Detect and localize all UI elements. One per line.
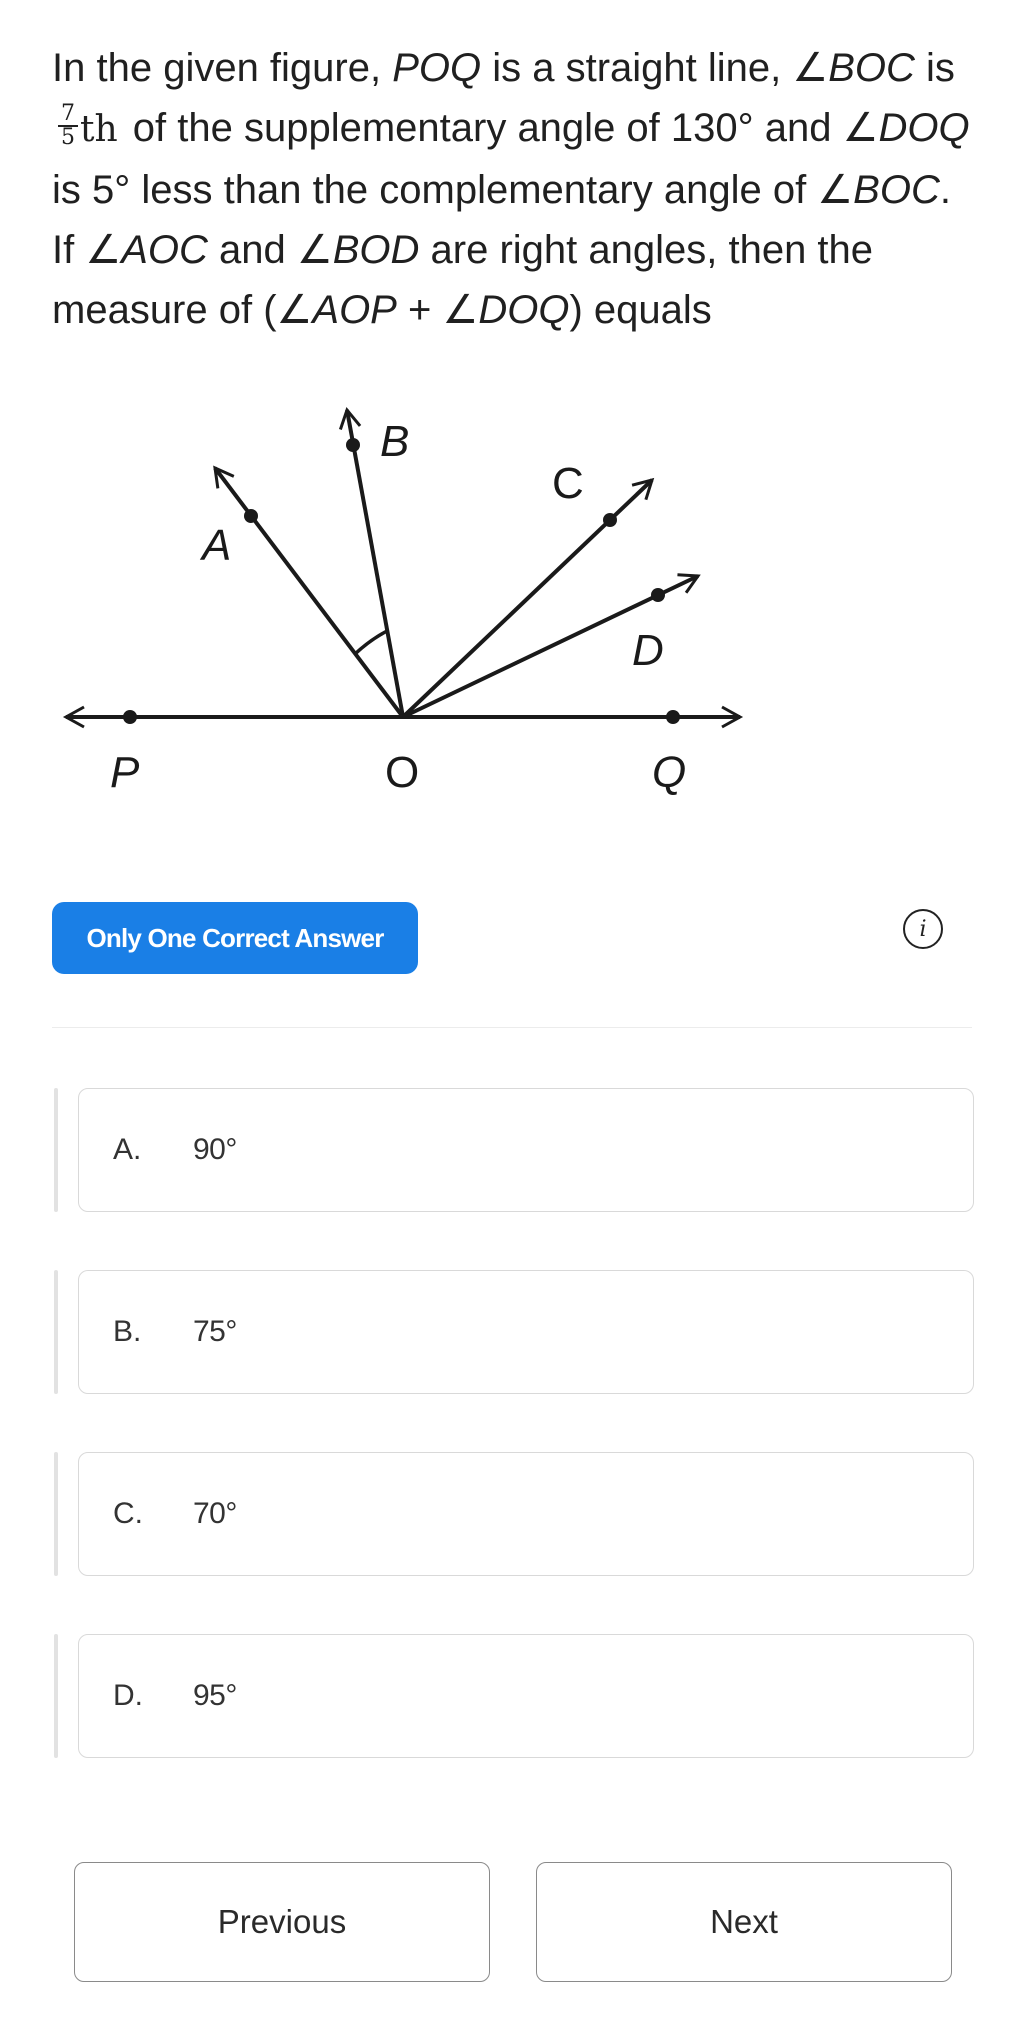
- divider: [52, 1027, 972, 1028]
- label-C: C: [552, 459, 584, 508]
- option-d[interactable]: [78, 1634, 974, 1758]
- option-value: 70°: [193, 1497, 237, 1530]
- option-c-bar: [54, 1452, 58, 1576]
- info-icon[interactable]: i: [903, 909, 943, 949]
- question-type-badge: Only One Correct Answer: [52, 902, 418, 974]
- next-button[interactable]: Next: [536, 1862, 952, 1982]
- option-letter: D.: [113, 1679, 143, 1712]
- option-a-bar: [54, 1088, 58, 1212]
- option-b[interactable]: [78, 1270, 974, 1394]
- point-P: [123, 710, 137, 724]
- option-b-bar: [54, 1270, 58, 1394]
- option-c[interactable]: [78, 1452, 974, 1576]
- geometry-figure: [40, 390, 760, 810]
- point-C: [603, 513, 617, 527]
- point-B: [346, 438, 360, 452]
- option-value: 95°: [193, 1679, 237, 1712]
- option-letter: C.: [113, 1497, 143, 1530]
- label-A: A: [202, 521, 232, 570]
- option-d-bar: [54, 1634, 58, 1758]
- ray-OA: [215, 468, 403, 717]
- fraction: $\frac{7}{5}$: [58, 103, 78, 149]
- question-text: In the given figure, POQ is a straight line, ∠BOC is $\frac{7}{5}$ th of the supplementary angle of 130° and ∠DOQ is 5° less than the complementary angle of ∠BOC. If ∠AOC and ∠BOD are right angles, then the measure of (∠AOP + ∠DOQ) equals: [52, 46, 970, 332]
- label-O: O: [385, 748, 420, 797]
- label-Q: Q: [652, 748, 687, 797]
- option-value: 75°: [193, 1315, 237, 1348]
- label-B: B: [380, 417, 410, 466]
- option-value: 90°: [193, 1133, 237, 1166]
- option-a[interactable]: [78, 1088, 974, 1212]
- point-A: [244, 509, 258, 523]
- point-D: [651, 588, 665, 602]
- option-letter: A.: [113, 1133, 142, 1166]
- label-D: D: [632, 626, 664, 675]
- angle-arc-AOB: [355, 631, 387, 654]
- point-Q: [666, 710, 680, 724]
- label-P: P: [110, 748, 140, 797]
- previous-button[interactable]: Previous: [74, 1862, 490, 1982]
- option-letter: B.: [113, 1315, 142, 1348]
